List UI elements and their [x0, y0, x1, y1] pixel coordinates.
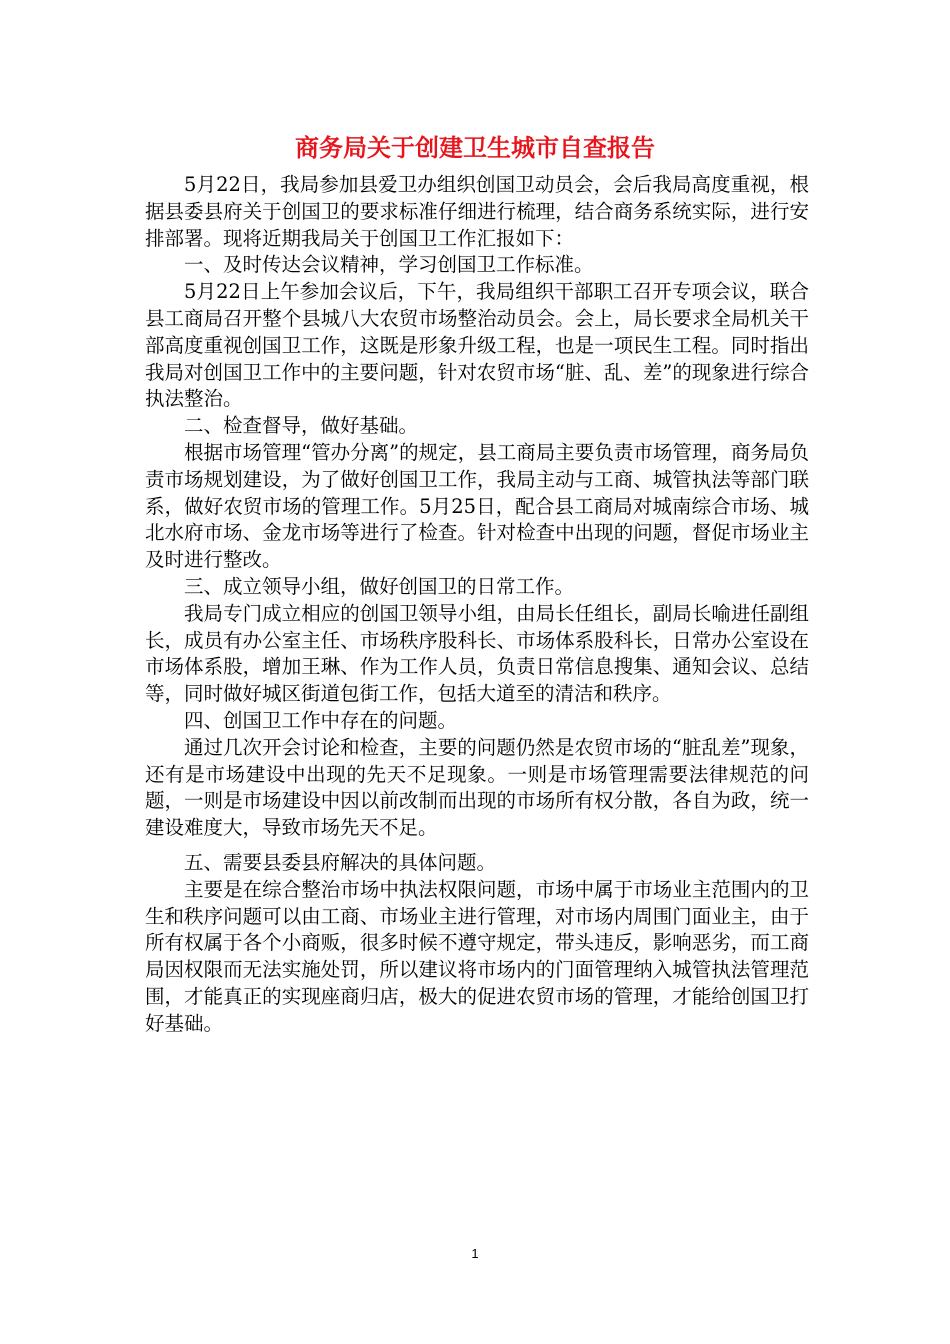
section-heading-5: 五、需要县委县府解决的具体问题。 — [184, 850, 497, 874]
intro-paragraph: 5月22日，我局参加县爱卫办组织创国卫动员会，会后我局高度重视，根据县委县府关于创国卫的要求标准仔细进行梳理，结合商务系统实际，进行安排部署。现将近期我局关于创国卫工作汇报如下： — [145, 173, 809, 250]
section-body-4: 通过几次开会讨论和检查，主要的问题仍然是农贸市场的“脏乱差”现象，还有是市场建设中出现的先天不足现象。一则是市场管理需要法律规范的问题，一则是市场建设中因以前改制而出现的市场所有权分散，各自为政，统一建设难度大，导致市场先天不足。 — [145, 735, 809, 840]
page-number: 1 — [471, 1246, 479, 1261]
section-heading-2: 二、检查督导，做好基础。 — [184, 414, 419, 438]
section-heading-1: 一、及时传达会议精神，学习创国卫工作标准。 — [184, 253, 594, 277]
section-body-3: 我局专门成立相应的创国卫领导小组，由局长任组长，副局长喻进任副组长，成员有办公室主任、市场秩序股科长、市场体系股科长，日常办公室设在市场体系股，增加王琳、作为工作人员，负责日常信息搜集、通知会议、总结等，同时做好城区街道包街工作，包括大道至的清洁和秩序。 — [145, 601, 809, 706]
paragraph-gap — [145, 842, 809, 850]
section-heading-4: 四、创国卫工作中存在的问题。 — [184, 708, 458, 732]
section-body-1: 5月22日上午参加会议后，下午，我局组织干部职工召开专项会议，联合县工商局召开整个县城八大农贸市场整治动员会。会上，局长要求全局机关干部高度重视创国卫工作，这既是形象升级工程，也是一项民生工程。同时指出我局对创国卫工作中的主要问题，针对农贸市场“脏、乱、差”的现象进行综合执法整治。 — [145, 280, 809, 411]
document-title: 商务局关于创建卫生城市自查报告 — [295, 134, 655, 162]
section-body-2: 根据市场管理“管办分离”的规定，县工商局主要负责市场管理，商务局负责市场规划建设，为了做好创国卫工作，我局主动与工商、城管执法等部门联系，做好农贸市场的管理工作。5月25日，配合县工商局对城南综合市场、城北水府市场、金龙市场等进行了检查。针对检查中出现的问题，督促市场业主及时进行整改。 — [145, 440, 809, 572]
document-body — [145, 172, 809, 1038]
section-body-5: 主要是在综合整治市场中执法权限问题，市场中属于市场业主范围内的卫生和秩序问题可以由工商、市场业主进行管理，对市场内周围门面业主，由于所有权属于各个小商贩，很多时候不遵守规定，带头违反，影响恶劣，而工商局因权限而无法实施处罚，所以建议将市场内的门面管理纳入城管执法管理范围，才能真正的实现座商归店，极大的促进农贸市场的管理，才能给创国卫打好基础。 — [145, 877, 809, 1035]
section-heading-3: 三、成立领导小组，做好创国卫的日常工作。 — [184, 574, 575, 598]
